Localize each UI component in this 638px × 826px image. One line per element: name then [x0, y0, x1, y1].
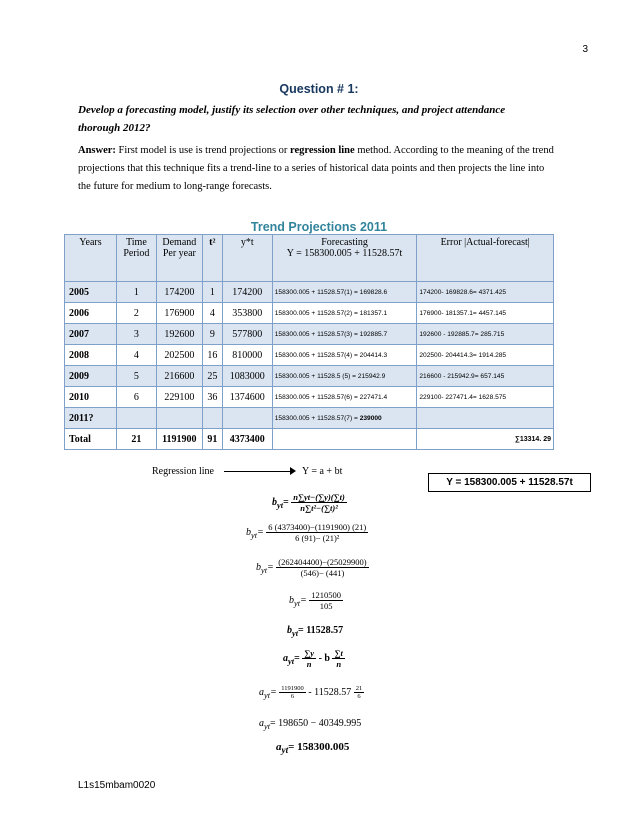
table-cell: 176900- 181357.1= 4457.145	[417, 303, 554, 324]
total-row	[65, 429, 554, 450]
table-cell: 810000	[222, 345, 272, 366]
table-cell: 2009	[65, 366, 117, 387]
table-row	[65, 366, 554, 387]
answer-bold: regression line	[290, 145, 355, 156]
b-result-value: = 11528.57	[298, 625, 344, 636]
answer-label: Answer:	[78, 145, 116, 156]
table-header-cell: Forecasting Y = 158300.005 + 11528.57t	[272, 235, 417, 282]
b-step-2: $b_{yt}=$ $\frac{(262404400)-(25029900)}{(546)- (441)}$	[256, 557, 367, 578]
table-cell: 4	[202, 303, 222, 324]
a-step1-den: 6	[290, 693, 295, 700]
total-time: 21	[116, 429, 156, 450]
question-title: Question # 1:	[279, 82, 359, 96]
table-cell: 202500	[156, 345, 202, 366]
total-t2: 91	[202, 429, 222, 450]
table-cell: 2006	[65, 303, 117, 324]
a-formula: $a_{yt}=$ $\frac{\sum y}{n}$ - b $\frac{\sum t}{n}$	[283, 648, 343, 669]
table-cell: 36	[202, 387, 222, 408]
regression-label: Regression line	[152, 466, 214, 477]
b-result: $b_{yt}= 11528.57$	[287, 625, 344, 638]
table-cell: 2007	[65, 324, 117, 345]
answer-paragraph	[78, 142, 558, 196]
a-result-value: = 158300.005	[288, 741, 350, 753]
a-step2-value: = 198650 − 40349.995	[270, 718, 362, 729]
table-cell: 158300.005 + 11528.57(3) = 192885.7	[272, 324, 417, 345]
table-cell: 229100- 227471.4= 1628.575	[417, 387, 554, 408]
total-yt: 4373400	[222, 429, 272, 450]
empty-cell	[116, 408, 156, 429]
table-cell: 6	[116, 387, 156, 408]
table-cell: 202500- 204414.3= 1914.285	[417, 345, 554, 366]
forecast-row	[65, 408, 554, 429]
trend-table	[64, 234, 554, 450]
table-cell: 158300.005 + 11528.5 (5) = 215942.9	[272, 366, 417, 387]
table-cell: 174200- 169828.6= 4371.425	[417, 282, 554, 303]
answer-text-2: method. According to the meaning of the trend projections that this technique fits a trend-line to a series of historical data points and then projects the line into the future for medium to long-range forecasts.	[78, 145, 554, 192]
table-cell: 2	[116, 303, 156, 324]
a-step-2: $a_{yt}= 198650 - 40349.995$	[259, 718, 362, 731]
b-step2-den: (546)− (441)	[300, 568, 345, 578]
table-title: Trend Projections 2011	[250, 220, 388, 234]
table-row	[65, 324, 554, 345]
table-cell: 1374600	[222, 387, 272, 408]
a-step-1: $a_{yt}=$ $\frac{1191900}{6}$ - 11528.57 $\frac{21}{6}$	[259, 685, 363, 700]
table-cell: 2008	[65, 345, 117, 366]
a-result: $a_{yt}= 158300.005$	[276, 741, 350, 756]
total-label: Total	[65, 429, 117, 450]
table-cell: 5	[116, 366, 156, 387]
table-header-row	[65, 235, 554, 282]
table-cell: 25	[202, 366, 222, 387]
table-cell: 174200	[156, 282, 202, 303]
table-cell: 216600 - 215942.9= 657.145	[417, 366, 554, 387]
b-step-3: $b_{yt}=$ $\frac{1210500}{105}$	[289, 590, 342, 611]
table-row	[65, 345, 554, 366]
a-step1-num: 1191900	[281, 685, 304, 692]
a-step1-den2: 6	[357, 693, 361, 700]
a-formula-sy: ∑y	[304, 648, 315, 658]
b-step1-den: 6 (91)− (21)²	[295, 533, 340, 543]
table-cell: 1083000	[222, 366, 272, 387]
forecast-year: 2011?	[65, 408, 117, 429]
a-formula-n: n	[306, 659, 312, 669]
total-error: ∑13314. 29	[417, 429, 554, 450]
regression-equation: Y = a + bt	[302, 466, 343, 477]
empty-cell	[417, 408, 554, 429]
table-row	[65, 387, 554, 408]
table-header-cell: t²	[202, 235, 222, 282]
table-header-cell: Error |Actual-forecast|	[417, 235, 554, 282]
table-header-cell: y*t	[222, 235, 272, 282]
b-formula: $b_{yt}=$ $\frac{n\sum yt-(\sum y)(\sum t)}{\text{n∑t²−(∑t)²}}$	[272, 492, 345, 513]
question-text: Develop a forecasting model, justify its selection over other techniques, and project attendance thorough 2012?	[78, 104, 506, 134]
a-formula-n2: n	[336, 659, 342, 669]
table-cell: 9	[202, 324, 222, 345]
b-formula-num: n∑yt−(∑y)(∑t)	[293, 492, 345, 502]
b-step2-num: (262404400)−(25029900)	[278, 557, 367, 567]
table-cell: 158300.005 + 11528.57(4) = 204414.3	[272, 345, 417, 366]
table-cell: 158300.005 + 11528.57(6) = 227471.4	[272, 387, 417, 408]
table-row	[65, 282, 554, 303]
table-cell: 192600 - 192885.7= 285.715	[417, 324, 554, 345]
table-cell: 577800	[222, 324, 272, 345]
table-header-cell: Demand Per year	[156, 235, 202, 282]
forecast-cell	[272, 408, 417, 429]
table-cell: 16	[202, 345, 222, 366]
table-cell: 192600	[156, 324, 202, 345]
table-cell: 176900	[156, 303, 202, 324]
table-cell: 216600	[156, 366, 202, 387]
table-cell: 353800	[222, 303, 272, 324]
empty-cell	[202, 408, 222, 429]
boxed-equation: Y = 158300.005 + 11528.57t	[428, 473, 591, 492]
a-formula-mid: - b	[316, 652, 333, 664]
table-cell: 4	[116, 345, 156, 366]
table-cell: 158300.005 + 11528.57(2) = 181357.1	[272, 303, 417, 324]
empty-cell	[222, 408, 272, 429]
page-number: 3	[582, 44, 588, 55]
table-cell: 229100	[156, 387, 202, 408]
forecast-value: 239000	[359, 414, 382, 422]
arrow-head-icon	[290, 467, 296, 475]
b-step1-num: 6 (4373400)−(1191900) (21)	[268, 522, 367, 532]
table-cell: 1	[116, 282, 156, 303]
empty-cell	[156, 408, 202, 429]
b-step3-num: 1210500	[311, 590, 342, 600]
table-cell: 1	[202, 282, 222, 303]
a-step1-mid: - 11528.57	[308, 686, 354, 698]
empty-cell	[272, 429, 417, 450]
table-row	[65, 303, 554, 324]
a-step1-num2: 21	[355, 685, 363, 692]
answer-text-1: First model is use is trend projections or	[115, 145, 291, 156]
table-cell: 2010	[65, 387, 117, 408]
forecast-prefix: 158300.005 + 11528.57(7) =	[274, 414, 360, 422]
table-header-cell: Years	[65, 235, 117, 282]
a-formula-st: ∑t	[334, 648, 343, 658]
table-cell: 174200	[222, 282, 272, 303]
table-cell: 2005	[65, 282, 117, 303]
arrow-line	[224, 471, 294, 472]
b-step-1: $b_{yt}=$ $\frac{6 (4373400)-(1191900) (21)}{\text{6 (91)− (21)²}}$	[246, 522, 367, 543]
table-cell: 3	[116, 324, 156, 345]
table-cell: 158300.005 + 11528.57(1) = 169828.6	[272, 282, 417, 303]
footer-id: L1s15mbam0020	[78, 780, 156, 791]
b-step3-den: 105	[319, 601, 333, 611]
b-formula-den: n∑t²−(∑t)²	[300, 503, 338, 513]
table-header-cell: Time Period	[116, 235, 156, 282]
total-demand: 1191900	[156, 429, 202, 450]
